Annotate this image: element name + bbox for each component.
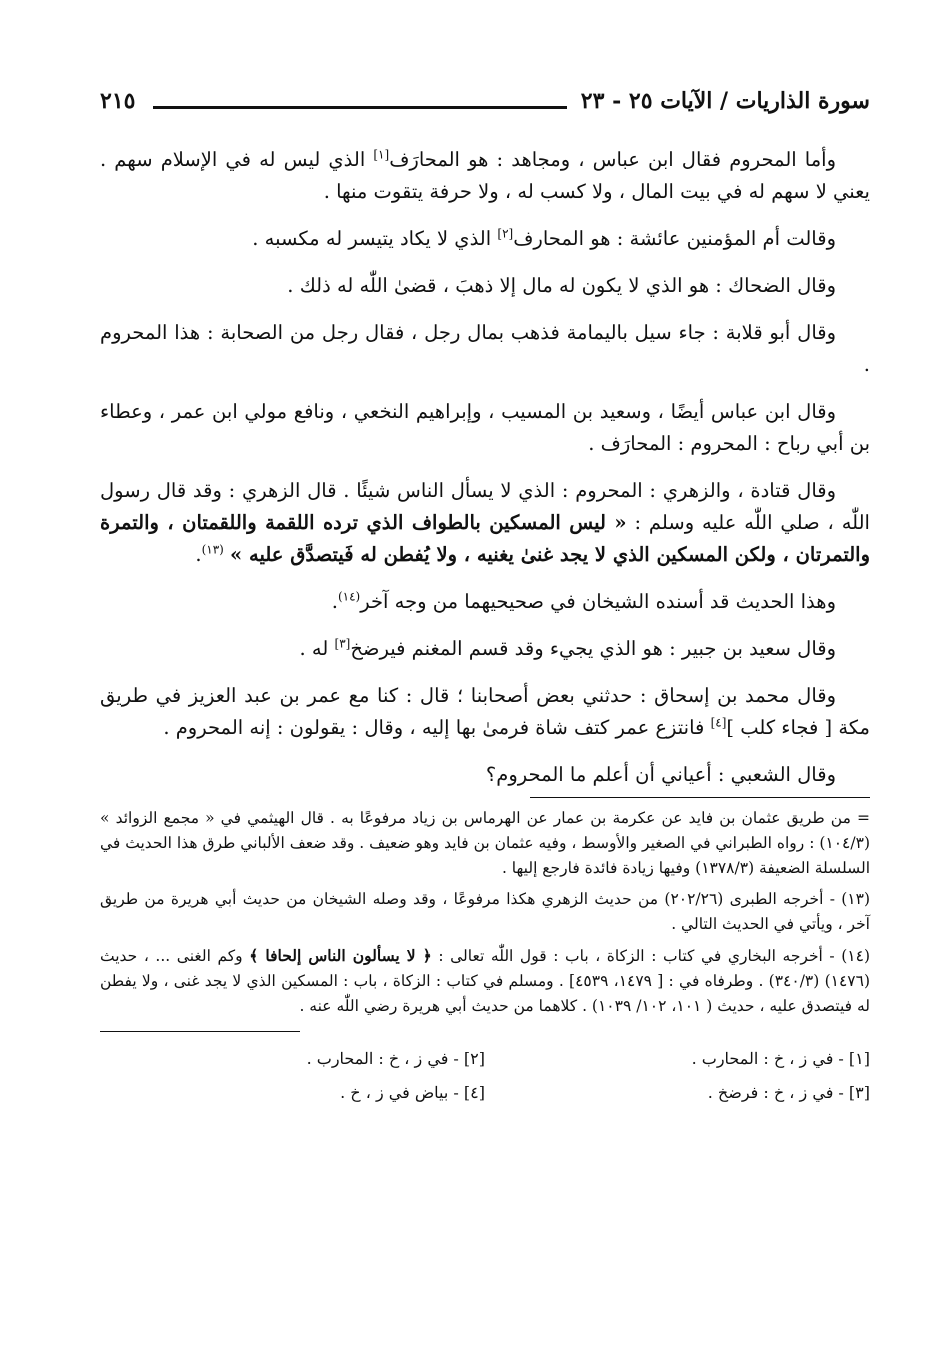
variant-note-3: [٣] xyxy=(334,636,351,651)
hadith-quote: « ليس المسكين بالطواف الذي ترده اللقمة واللقمتان ، والتمرة والتمرتان ، ولكن المسكين الذي لا يجد غنىٰ يغنيه ، ولا يُفطن له فَيتصدَّق عليه » xyxy=(100,511,870,566)
paragraph-7: وهذا الحديث قد أسنده الشيخان في صحيحيهما من وجه آخر$^{(١٤)}$. xyxy=(331,589,836,613)
variant-note-2: [٢] xyxy=(497,226,514,241)
running-title: سورة الذاريات / الآيات ٢٥ - ٢٣ xyxy=(580,88,870,114)
paragraph-8: وقال سعيد بن جبير : هو الذي يجيء وقد قسم المغنم فيرضخ[٣] له . xyxy=(299,636,836,660)
footnote-ref-13: (١٣) xyxy=(201,542,224,557)
footnotes xyxy=(100,806,870,1019)
variant-3: [٣] - في ز ، خ : فرضخ . xyxy=(707,1083,870,1102)
footnote-13: (١٣) - أخرجه الطبرى (٢٠٢/٢٦) من حديث الزهري هكذا مرفوعًا ، وقد وصله الشيخان من حديث أبي هريرة من طريق آخر ، ويأتي في الحديث التالي . xyxy=(100,890,871,933)
paragraph-6: وقال قتادة ، والزهري : المحروم : الذي لا يسأل الناس شيئًا . قال الزهري : وقد قال رسول اللّٰه ، صلي اللّٰه عليه وسلم : « ليس المسكين بالطواف الذي ترده اللقمة واللقمتان ، والتمرة والتمرتان ، ولكن المسكين الذي لا يجد غنىٰ يغنيه ، ولا يُفطن له فَيتصدَّق عليه » $^{(١٣)}$. xyxy=(100,479,870,566)
manuscript-variants xyxy=(100,1046,870,1106)
variant-note-4: [٤] xyxy=(710,715,727,730)
footnote-ref-14: (١٤) xyxy=(337,589,361,604)
paragraph-2: وقالت أم المؤمنين عائشة : هو المحارف[٢] الذي لا يكاد يتيسر له مكسبه . xyxy=(252,226,836,250)
paragraph-1: وأما المحروم فقال ابن عباس ، ومجاهد : هو المحارَف[١] الذي ليس له في الإسلام سهم . يعني لا سهم له في بيت المال ، ولا كسب له ، ولا حرفة يتقوت منها . xyxy=(100,147,870,203)
paragraph-5: وقال ابن عباس أيضًا ، وسعيد بن المسيب ، وإبراهيم النخعي ، ونافع مولي ابن عمر ، وعطاء بن أبي رباح : المحروم : المحارَف . xyxy=(100,400,870,455)
footnote-14: (١٤) - أخرجه البخاري في كتاب : الزكاة ، باب : قول اللّٰه تعالى : ﴿ لا يسألون الناس إلحافا ﴾ وكم الغنى ... ، حديث (١٤٧٦) (٣٤٠/٣) . وطرفاه في : [ ١٤٧٩، ٤٥٣٩] . ومسلم في كتاب : الزكاة ، باب : المسكين الذي لا يجد غنى ، ولا يفطن له فيتصدق عليه ، حديث ( ١٠١، ١٠٢/ ١٠٣٩) . كلاهما من حديث أبي هريرة رضي اللّٰه عنه . xyxy=(100,946,871,1015)
main-text xyxy=(100,144,870,791)
variant-1: [١] - في ز ، خ : المحارب . xyxy=(691,1049,870,1068)
variants-separator xyxy=(100,1031,300,1032)
paragraph-10: وقال الشعبي : أعياني أن أعلم ما المحروم؟ xyxy=(485,763,836,786)
variant-2: [٢] - في ز ، خ : المحارب . xyxy=(306,1049,485,1068)
footnote-continued: = من طريق عثمان بن فايد عن عكرمة بن عمار عن الهرماس بن زياد مرفوعًا به . قال الهيثمي في « مجمع الزوائد » (١٠٤/٣) : رواه الطبراني في الصغير والأوسط ، وفيه عثمان بن فايد وهو ضعيف . وقد ضعف الألباني طرق هذا الحديث في السلسلة الضعيفة (١٣٧٨/٣) وفيها زيادة فائدة فارجع إليها . xyxy=(100,809,870,877)
quran-verse: ﴿ لا يسألون الناس إلحافا ﴾ xyxy=(249,946,432,965)
page-number: ٢١٥ xyxy=(100,88,136,114)
footnote-separator xyxy=(530,797,870,798)
page-header xyxy=(100,80,870,122)
paragraph-9: وقال محمد بن إسحاق : حدثني بعض أصحابنا ؛ قال : كنا مع عمر بن عبد العزيز في طريق مكة [ فجاء كلب ][٤] فانتزع عمر كتف شاة فرمىٰ بها إليه ، وقال : يقولون : إنه المحروم . xyxy=(100,684,870,739)
paragraph-4: وقال أبو قلابة : جاء سيل باليمامة فذهب بمال رجل ، فقال رجل من الصحابة : هذا المحروم . xyxy=(100,321,870,376)
paragraph-3: وقال الضحاك : هو الذي لا يكون له مال إلا ذهبَ ، قضىٰ اللّٰه له ذلك . xyxy=(287,274,836,297)
book-page xyxy=(100,80,870,1330)
variant-note-1: [١] xyxy=(373,147,390,162)
header-rule xyxy=(153,106,566,109)
variant-4: [٤] - بياض في ز ، خ . xyxy=(340,1083,485,1102)
